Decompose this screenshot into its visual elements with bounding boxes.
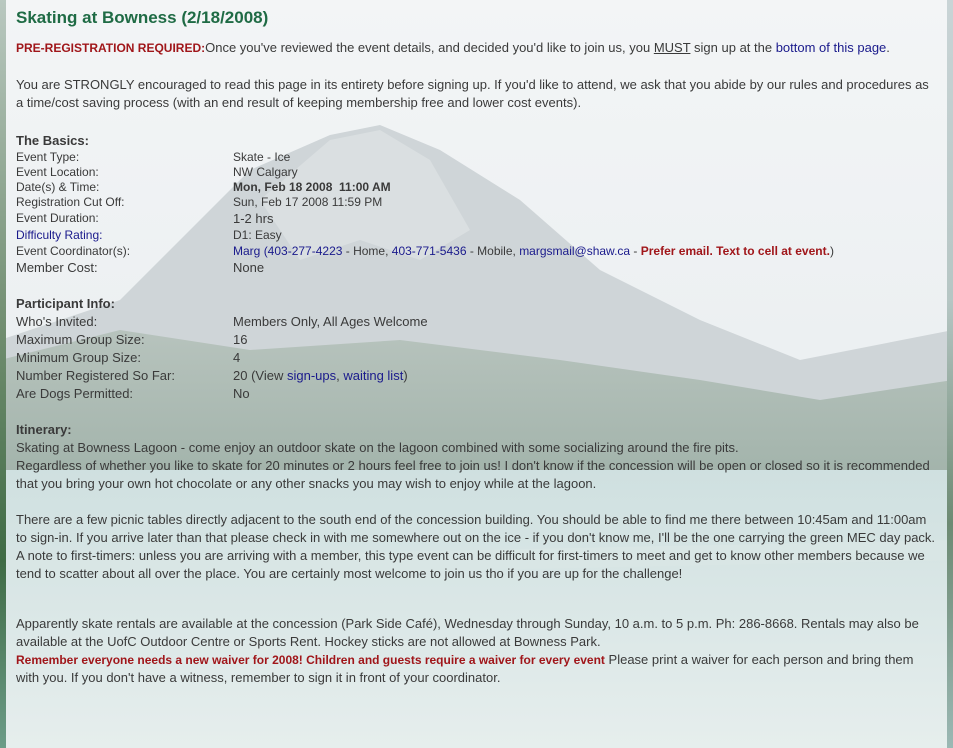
event-type-label: Event Type:: [16, 150, 80, 164]
prereg-text-3: .: [886, 40, 890, 55]
waiver-warning: Remember everyone needs a new waiver for 2008! Children and guests require a waiver for every event: [16, 653, 605, 667]
basics-heading: The Basics:: [16, 133, 89, 148]
itinerary-paragraph-1: Skating at Bowness Lagoon - come enjoy an outdoor skate on the lagoon combined with some socializing around the fire pits.: [16, 440, 739, 455]
invited-row: [16, 313, 936, 331]
duration-label: Event Duration:: [16, 211, 99, 225]
difficulty-row: [16, 228, 936, 243]
coord-close: ): [829, 244, 834, 258]
registered-label: Number Registered So Far:: [16, 368, 175, 383]
strongly-encouraged-text: You are STRONGLY encouraged to read this page in its entirety before signing up. If you'd like to attend, we ask that you abide by our rules and procedures as a time/cost saving process (with an end result of keeping membership free and lower cost events).: [16, 77, 929, 110]
itinerary-heading: Itinerary:: [16, 422, 72, 437]
difficulty-value: D1: Easy: [233, 228, 282, 242]
must-text: MUST: [653, 40, 691, 55]
max-group-row: [16, 331, 936, 349]
cutoff-label: Registration Cut Off:: [16, 195, 125, 209]
event-location-row: [16, 165, 936, 180]
member-cost-row: [16, 259, 936, 277]
invited-label: Who's Invited:: [16, 314, 98, 329]
max-group-label: Maximum Group Size:: [16, 332, 145, 347]
difficulty-rating-link[interactable]: Difficulty Rating:: [16, 228, 103, 242]
itinerary-paragraph-2: Regardless of whether you like to skate for 20 minutes or 2 hours feel free to join us! I don't know if the concession will be open or closed so it is recommended that you bring your own hot chocolate or any other snacks you may wish to enjoy while at the lagoon.: [16, 458, 930, 491]
home-text: - Home,: [342, 244, 392, 258]
min-group-row: [16, 349, 936, 367]
page-title: Skating at Bowness (2/18/2008): [16, 8, 269, 27]
itinerary-paragraph-4: Apparently skate rentals are available at the concession (Park Side Café), Wednesday through Sunday, 10 a.m. to 5 p.m. Ph: 286-8668. Rentals may also be available at the UofC Outdoor Centre or Sports Rent. Hockey sticks are not allowed at Bowness Park.: [16, 616, 919, 649]
signups-link[interactable]: sign-ups: [286, 368, 337, 383]
event-location-label: Event Location:: [16, 165, 99, 179]
waiting-list-link[interactable]: waiting list: [343, 368, 404, 383]
coordinator-row: [16, 243, 936, 259]
coordinator-label: Event Coordinator(s):: [16, 244, 131, 258]
waiver-text: Please print a waiver for each person and bring them with you. If you don't have a witness, remember to sign it in front of your coordinator.: [16, 652, 914, 685]
min-group-label: Minimum Group Size:: [16, 350, 141, 365]
coord-dash: -: [630, 244, 641, 258]
prereg-text-1: Once you've reviewed the event details, and decided you'd like to join us, you: [205, 40, 654, 55]
dogs-value: No: [233, 386, 250, 401]
max-group-value: 16: [233, 332, 248, 347]
itinerary-paragraph-3: There are a few picnic tables directly adjacent to the south end of the concession building. You should be able to find me there between 10:45am and 11:00am to sign-in. If you arrive later than that please check in with me somewhere out on the ice - if you don't know me, I'll be the one carrying the green MEC day pack. A note to first-timers: unless you are arriving with a member, this type event can be difficult for first-timers to meet and get to know other members because we tend to scatter about all over the place. You are certainly most welcome to join us tho if you are up for the challenge!: [16, 512, 936, 581]
cutoff-value: Sun, Feb 17 2008 11:59 PM: [233, 195, 383, 209]
dogs-row: [16, 385, 936, 403]
right-scenery-edge: [947, 0, 953, 748]
date-time-row: [16, 180, 936, 195]
registered-close: ): [403, 368, 408, 383]
home-phone-link[interactable]: (403-277-4223: [263, 244, 343, 258]
mobile-phone-link[interactable]: 403-771-5436: [391, 244, 467, 258]
basics-section: [16, 150, 936, 277]
prefer-email-note: Prefer email. Text to cell at event.: [640, 244, 830, 258]
registered-count: 20 (View: [233, 368, 287, 383]
min-group-value: 4: [233, 350, 241, 365]
date-time-label: Date(s) & Time:: [16, 180, 100, 194]
participant-section: [16, 313, 936, 403]
coordinator-value: [233, 243, 834, 259]
mobile-text: - Mobile,: [466, 244, 520, 258]
waiver-paragraph: [16, 651, 936, 687]
prereg-label: PRE-REGISTRATION REQUIRED:: [16, 41, 206, 55]
registered-row: [16, 367, 936, 385]
event-location-value: NW Calgary: [233, 165, 298, 179]
dogs-label: Are Dogs Permitted:: [16, 386, 134, 401]
left-scenery-edge: [0, 0, 6, 748]
duration-value: 1-2 hrs: [233, 211, 274, 226]
registered-comma: ,: [336, 368, 344, 383]
member-cost-label: Member Cost:: [16, 260, 98, 275]
coordinator-email-link[interactable]: margsmail@shaw.ca: [519, 244, 631, 258]
invited-value: Members Only, All Ages Welcome: [233, 314, 428, 329]
participant-heading: Participant Info:: [16, 296, 115, 311]
date-time-value: Mon, Feb 18 2008 11:00 AM: [233, 180, 391, 194]
event-content: [16, 0, 936, 687]
bottom-of-page-link[interactable]: bottom of this page: [775, 40, 887, 55]
prereg-text-2: sign up at the: [690, 40, 776, 55]
event-type-value: Skate - Ice: [233, 150, 291, 164]
member-cost-value: None: [233, 260, 265, 275]
coordinator-name-link[interactable]: Marg: [233, 244, 261, 258]
preregistration-notice: [16, 39, 936, 57]
cutoff-row: [16, 195, 936, 210]
event-type-row: [16, 150, 936, 165]
duration-row: [16, 210, 936, 228]
registered-value: [233, 367, 408, 385]
